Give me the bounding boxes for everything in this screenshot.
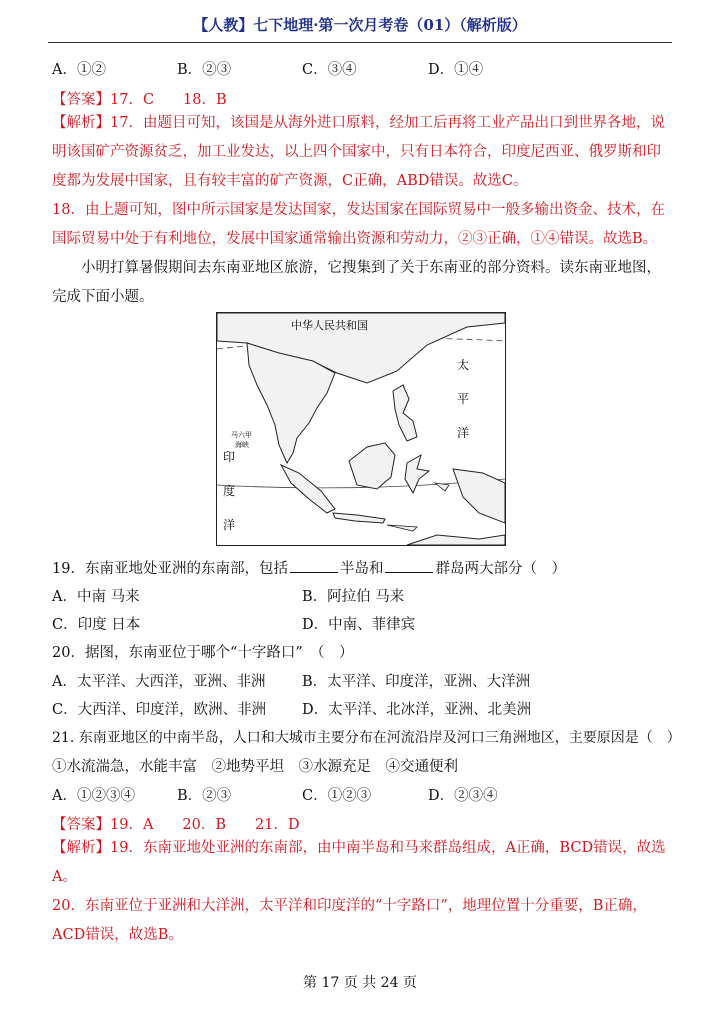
q20-option-b: B．太平洋、印度洋，亚洲、大洋洲	[302, 674, 531, 690]
australia-coast	[407, 535, 505, 545]
page-footer-number: 第 17 页 共 24 页	[303, 975, 417, 991]
borneo-island	[349, 443, 395, 489]
q20-option-a: A．太平洋、大西洋，亚洲、非洲	[52, 674, 266, 690]
q21-option-d: D．②③④	[428, 788, 498, 804]
analysis-label: 【解析】	[52, 840, 110, 856]
answer-block-1	[52, 88, 227, 109]
q19-option-c: C．印度 日本	[52, 617, 141, 633]
answer-blank-1[interactable]	[290, 558, 338, 573]
question-20-stem: 20．据图，东南亚位于哪个“十字路口” （ ）	[52, 645, 354, 661]
header-divider	[48, 42, 672, 43]
map-label-china: 中华人民共和国	[291, 319, 368, 332]
q21-option-a: A．①②③④	[52, 788, 135, 804]
sumatra-island	[281, 465, 335, 513]
analysis-17	[52, 109, 672, 196]
analysis-19-text: 19．东南亚地处亚洲的东南部，由中南半岛和马来群岛组成，A正确，BCD错误，故选A。	[52, 840, 666, 885]
map-label-malacca-1: 马六甲	[231, 431, 252, 439]
q19-option-b: B．阿拉伯 马来	[302, 589, 405, 605]
southeast-asia-map	[216, 312, 506, 546]
q21-option-c: C．①②③	[302, 788, 372, 804]
small-islands	[387, 483, 449, 531]
map-label-indian-2: 度	[223, 484, 236, 498]
q19-stem-part-3: 群岛两大部分（ ）	[435, 561, 566, 577]
option-b: B．②③	[177, 62, 232, 78]
map-label-malacca-2: 海峡	[235, 441, 249, 449]
option-d: D．①④	[428, 62, 484, 78]
option-a: A．①②	[52, 62, 106, 78]
analysis-17-text: 17．由题目可知，该国是从海外进口原料，经加工后再将工业产品出口到世界各地，说明该国矿产资源贫乏，加工业发达，以上四个国家中，只有日本符合，印度尼西亚、俄罗斯和印度都为发展中国家，且有较丰富的矿产资源，C正确，ABD错误。故选C。	[52, 115, 665, 189]
answer-text: 19．A 20．B 21．D	[110, 817, 300, 833]
analysis-19	[52, 834, 672, 892]
answer-blank-2[interactable]	[385, 558, 433, 573]
q21-option-b: B．②③	[177, 788, 232, 804]
q19-stem-part-1: 19．东南亚地处亚洲的东南部，包括	[52, 561, 288, 577]
answer-block-2	[52, 813, 300, 834]
q20-option-d: D．太平洋、北冰洋，亚洲、北美洲	[302, 702, 532, 718]
answer-label: 【答案】	[52, 92, 110, 108]
java-island	[333, 513, 385, 523]
q19-stem-part-2: 半岛和	[339, 561, 384, 577]
analysis-18: 18．由上题可知，图中所示国家是发达国家，发达国家在国际贸易中一般多输出资金、技术，在国际贸易中处于有利地位，发展中国家通常输出资源和劳动力，②③正确，①④错误。故选B。	[52, 202, 665, 247]
philippines-islands	[393, 385, 417, 441]
map-label-pacific-2: 平	[457, 392, 470, 406]
map-label-indian-1: 印	[223, 450, 236, 464]
q19-option-a: A．中南 马来	[52, 589, 140, 605]
sulawesi-island	[405, 455, 429, 493]
map-label-pacific-3: 洋	[457, 426, 470, 440]
question-21-stem: 21. 东南亚地区的中南半岛，人口和大城市主要分布在河流沿岸及河口三角洲地区，主要原因是（ ）	[52, 730, 681, 746]
question-21-statements: ①水流湍急，水能丰富 ②地势平坦 ③水源充足 ④交通便利	[52, 759, 458, 775]
map-label-indian-3: 洋	[223, 518, 236, 532]
map-figure	[217, 313, 505, 545]
q19-option-d: D．中南、菲律宾	[302, 617, 416, 633]
q20-option-c: C．大西洋、印度洋，欧洲、非洲	[52, 702, 267, 718]
analysis-label: 【解析】	[52, 115, 110, 131]
question-intro: 小明打算暑假期间去东南亚地区旅游，它搜集到了关于东南亚的部分资料。读东南亚地图，完成下面小题。	[52, 260, 661, 305]
question-19-stem	[52, 557, 566, 578]
answer-text: 17．C 18．B	[110, 92, 227, 108]
answer-label: 【答案】	[52, 817, 110, 833]
new-guinea-island	[453, 469, 505, 523]
page-header-title: 【人教】七下地理·第一次月考卷（01）（解析版）	[193, 16, 527, 34]
map-label-pacific-1: 太	[457, 358, 470, 372]
analysis-20: 20．东南亚位于亚洲和大洋洲，太平洋和印度洋的“十字路口”，地理位置十分重要，B正确，ACD错误，故选B。	[52, 898, 647, 943]
option-c: C．③④	[302, 62, 357, 78]
